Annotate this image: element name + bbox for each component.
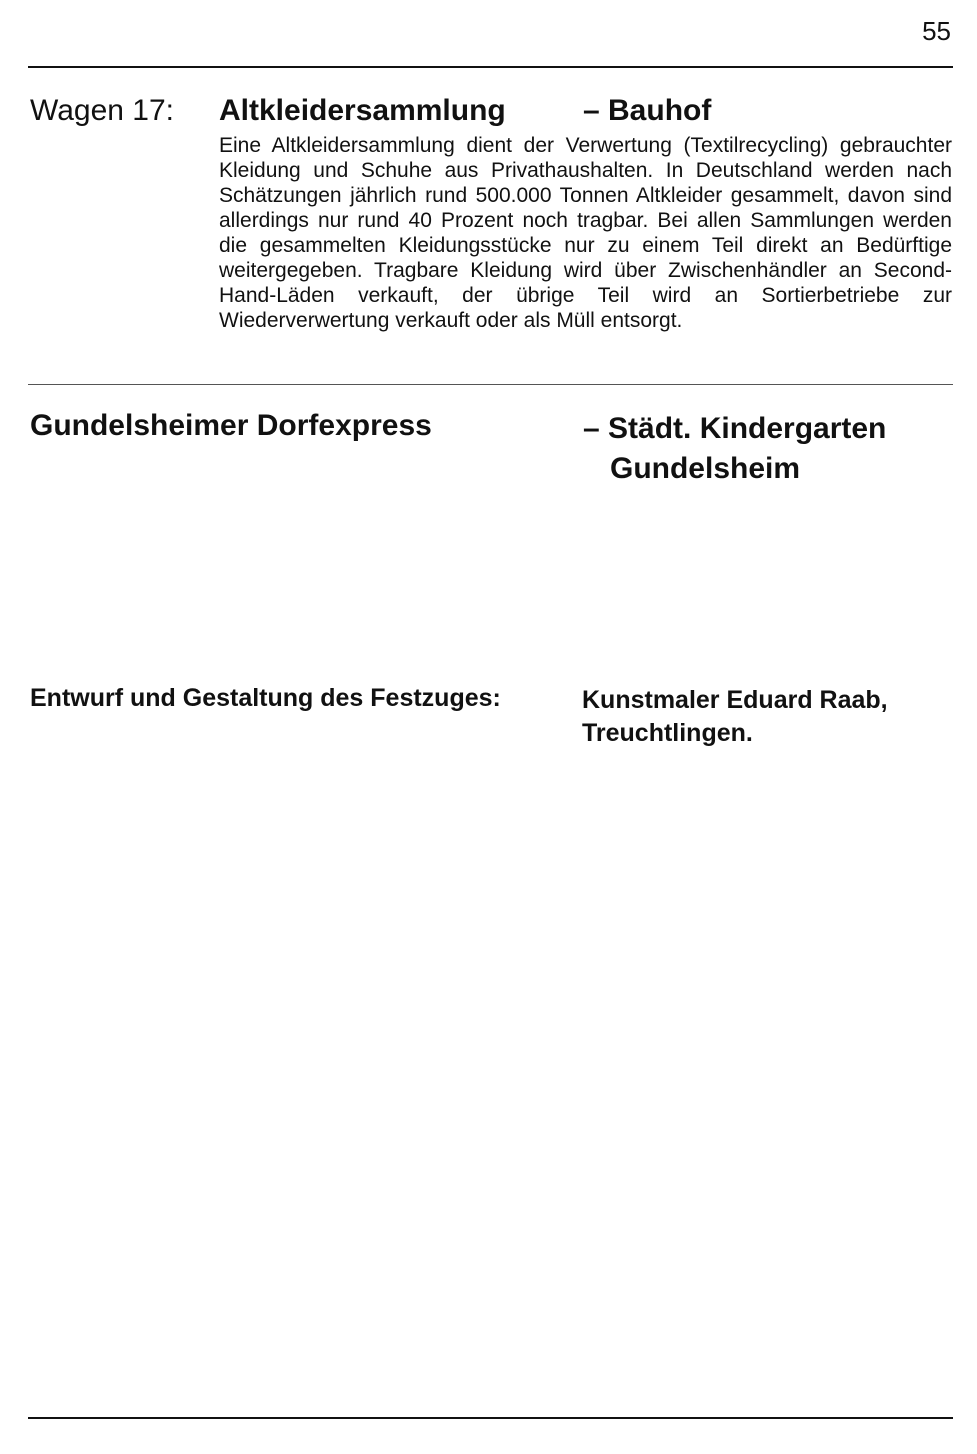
top-divider (28, 66, 953, 68)
credit-value (582, 684, 888, 750)
wagon-title: Altkleidersammlung (219, 94, 506, 127)
wagon-description: Eine Altkleidersammlung dient der Verwertung (Textilrecycling) gebrauchter Kleidung und Schuhe aus Privathaushalten. In Deutschland werden nach Schätzungen jährlich rund 500.000 Tonnen Altkleider gesammelt, davon sind allerdings nur rund 40 Prozent noch tragbar. Bei allen Sammlungen werden die gesammelten Kleidungsstücke nur zu einem Teil direkt an Bedürftige weitergegeben. Tragbare Kleidung wird über Zwischenhändler an Second-Hand-Läden verkauft, der übrige Teil wird an Sortierbetriebe zur Wiederverwertung verkauft oder als Müll entsorgt. (219, 134, 952, 332)
credit-label: Entwurf und Gestaltung des Festzuges: (30, 684, 501, 712)
credit-value-line2: Treuchtlingen. (582, 719, 753, 747)
page-number: 55 (922, 16, 951, 46)
group-sponsor-line2: Gundelsheim (610, 452, 801, 485)
wagon-label: Wagen 17: (30, 94, 174, 127)
credit-value-line1: Kunstmaler Eduard Raab, (582, 686, 888, 714)
section-divider (28, 384, 953, 385)
bottom-divider (28, 1417, 953, 1419)
group-sponsor (583, 409, 886, 489)
group-sponsor-line1: – Städt. Kindergarten (583, 412, 887, 445)
wagon-sponsor: – Bauhof (583, 94, 712, 127)
group-title: Gundelsheimer Dorfexpress (30, 409, 432, 442)
